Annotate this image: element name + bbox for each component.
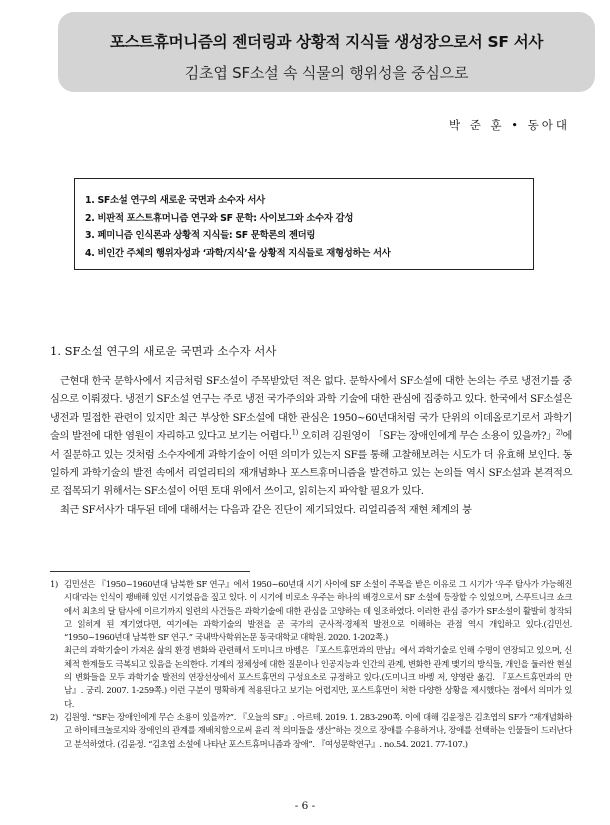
footnote-text: 김민선은 『1950~1960년대 남북한 SF 연구』에서 1950~60년대 시기 사이에 SF 소설이 주목을 받은 이유로 그 시기가 ‘우주 탐사가 가능해진 시대’라는 인식이 팽배해 있던 시기였음을 짚고 있다. 이 시기에 비로소 우주는 하나의 배경으로서 SF 소설에 등장할 수 있었으며, 스푸트니크 쇼크에서 최초의 달 탐사에 이르기까지 일련의 사건들은 과학기술에 대한 관심을 고양하는 데 일조하였다. 이러한 관심 증가가 SF소설이 활발히 창작되고 읽히게 된 계기였다면, 여기에는 과학기술의 발전을 곧 국가의 군사적·경제적 발전으로 이해하는 관점 역시 개입하고 있다.(김민선. “1950~1960년대 남북한 SF 연구.” 국내박사학위논문 동국대학교 대학원. 2020. 1-202쪽.) [64,579,572,643]
footnote-ref-2[interactable]: 2) [556,428,563,437]
paragraph-1-part-c: 에서 질문하고 있는 것처럼 소수자에게 과학기술이 어떤 의미가 있는지 SF를 통해 고찰해보려는 시도가 더 유효해 보인다. 동일하게 과학기술의 발전 속에서 리얼리티의 재개념화나 포스트휴머니즘을 발견하고 있는 논의들 역시 SF소설과 본격적으로 접목되기 위해서는 SF소설이 어떤 토대 위에서 쓰이고, 읽히는지 파악할 필요가 있다. [50,431,572,498]
footnote-ref-1[interactable]: 1) [291,428,299,437]
author-line: 박 준 훈 • 동아대 [448,118,570,132]
footnote-number: 2) [50,711,58,722]
paper-title: 포스트휴머니즘의 젠더링과 상황적 지식들 생성장으로서 SF 서사 [109,33,544,51]
paragraph-1-part-a: 근현대 한국 문학사에서 지금처럼 SF소설이 주목받았던 적은 없다. 문학사에서 SF소설에 대한 논의는 주로 냉전기를 중심으로 이뤄졌다. 냉전기 SF소설 연구는 주로 냉전 국가주의와 과학 기술에 대한 관심에 집중하고 있다. 한국에서 SF소설은 냉전과 밀접한 관련이 있지만 최근 부상한 SF소설에 대한 관심은 1950~60년대처럼 국가 단위의 이데올로기로서 과학기술의 발전에 대한 염원이 자리하고 있다고 보기는 어렵다. [50,376,573,443]
paragraph-2: 최근 SF서사가 대두된 데에 대해서는 다음과 같은 진단이 제기되었다. 리얼리즘적 재현 체계의 붕 [60,504,472,516]
toc-item-3: 3. 페미니즘 인식론과 상황적 지식들: SF 문학론의 젠더링 [85,230,316,241]
page-number: - 6 - [294,800,316,812]
table-of-contents [74,178,534,270]
paragraph-1-part-b: 오히려 김원영이 「SF는 장애인에게 무슨 소용이 있을까?」 [298,431,556,443]
paragraph-1 [50,373,572,502]
footnote-divider [50,571,250,572]
toc-item-1: 1. SF소설 연구의 새로운 국면과 소수자 서사 [85,195,265,206]
section-heading: 1. SF소설 연구의 새로운 국면과 소수자 서사 [50,344,277,358]
title-banner [58,12,595,92]
footnote-1 [50,578,572,644]
footnote-1-continuation: 최근의 과학기술이 가져온 삶의 환경 변화와 관련해서 도미니크 바벵은 『포스트휴먼과의 만남』에서 과학기술로 인해 수명이 연장되고 있으며, 신체적 한계들도 극복되고 있음을 논의한다. 기계의 정체성에 대한 질문이나 인공지능과 인간의 관계, 변화한 관계 맺기의 방식들, 개인을 둘러싼 현실의 변화들을 모두 과학기술 발전의 연장선상에서 포스트휴먼의 구성요소로 규정하고 있다.(도미니크 바벵 저, 양영란 옮김. 『포스트휴먼과의 만남』. 궁리. 2007. 1-259쪽.) 이런 구분이 명확하게 적용된다고 보기는 어렵지만, 포스트휴먼이 처한 다양한 상황을 제시했다는 점에서 의미가 있다. [64,645,572,709]
toc-item-4: 4. 비인간 주체의 행위자성과 ‘과학/지식’을 상황적 지식들로 재형성하는 서사 [85,247,391,259]
toc-item-2: 2. 비판적 포스트휴머니즘 연구와 SF 문학: 사이보그와 소수자 감성 [85,212,354,224]
footnote-number: 1) [50,579,58,589]
body-text [50,373,572,520]
footnotes [50,578,572,751]
footnote-text: 김원영. “SF는 장애인에게 무슨 소용이 있을까?”. 『오늘의 SF』. 아르테. 2019. 1. 283-290쪽. 이에 대해 김윤정은 김초엽의 SF가 “재개념화하고 하이테크놀로지와 장애인의 관계를 재배치함으로써 윤리 적 의미들을 생산”하는 것으로 장애를 수용하거나, 장애를 선택하는 인물들이 드러난다고 분석하였다. (김윤정. “김초엽 소설에 나타난 포스트휴머니즘과 장애”. 『여성문학연구』. no.54. 2021. 77-107.) [64,711,572,749]
paper-subtitle: 김초엽 SF소설 속 식물의 행위성을 중심으로 [184,64,469,82]
footnote-2 [50,711,572,751]
